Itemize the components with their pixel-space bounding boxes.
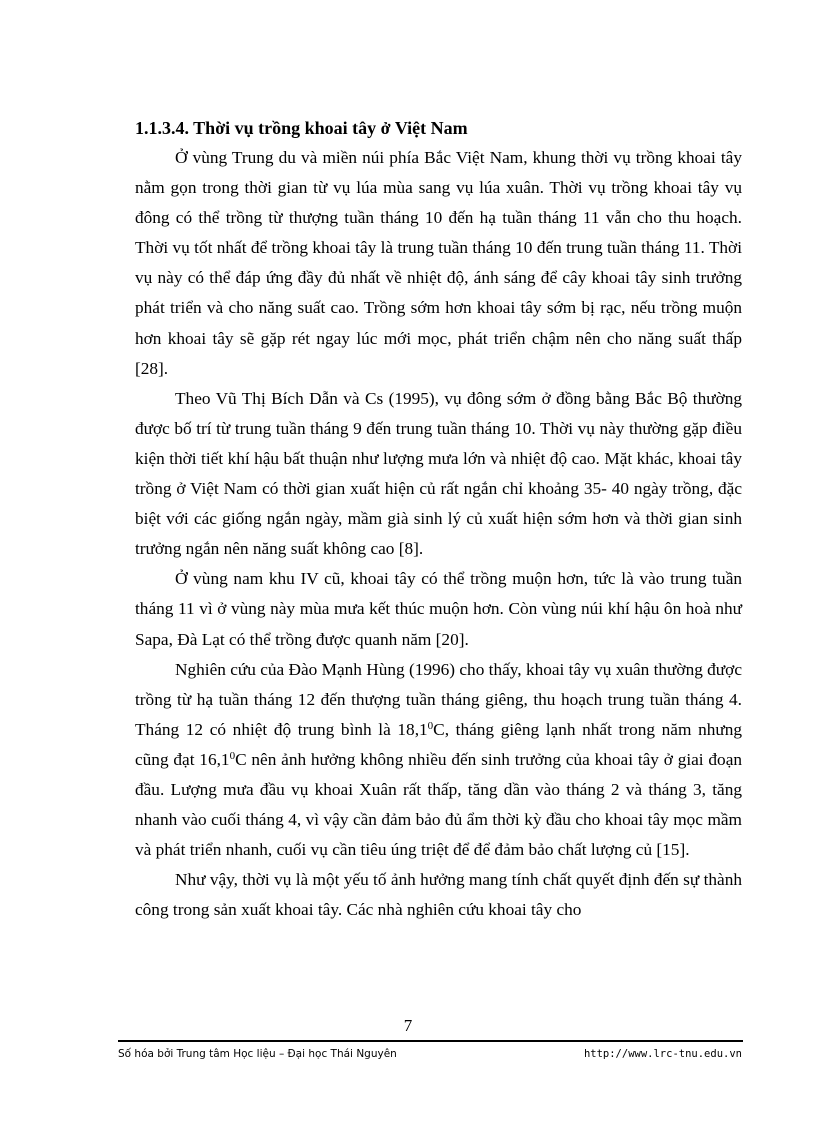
degree-superscript-2: 0	[229, 749, 236, 762]
paragraph-4-part-3: C nên ảnh hưởng không nhiều đến sinh trưởng của khoai tây ở giai đoạn đầu. Lượng mưa đầu vụ khoai Xuân rất thấp, tăng dần vào tháng 2 và tháng 3, tăng nhanh vào cuối tháng 4, vì vậy cần đảm bảo đủ ẩm thời kỳ đầu cho khoai tây mọc mầm và phát triển nhanh, cuối vụ cần tiêu úng triệt để để đảm bảo chất lượng củ [15].	[135, 749, 742, 860]
footer-source: Số hóa bởi Trung tâm Học liệu – Đại học Thái Nguyên	[118, 1048, 397, 1060]
paragraph-3: Ở vùng nam khu IV cũ, khoai tây có thể trồng muộn hơn, tức là vào trung tuần tháng 11 vì ở vùng này mùa mưa kết thúc muộn hơn. Còn vùng núi khí hậu ôn hoà như Sapa, Đà Lạt có thể trồng được quanh năm [20].	[135, 569, 742, 649]
paragraph-4-part-1: Nghiên cứu của Đào Mạnh Hùng (1996) cho thấy, khoai tây vụ xuân thường được trồng từ hạ tuần tháng 12 đến thượng tuần tháng giêng, thu hoạch trung tuần tháng 4. Tháng 12 có nhiệt độ trung bình là 18,1	[135, 659, 742, 739]
paragraph-4-part-2: C, tháng giêng lạnh nhất trong năm nhưng cũng đạt 16,1	[135, 719, 742, 769]
section-heading: 1.1.3.4. Thời vụ trồng khoai tây ở Việt Nam	[135, 118, 468, 138]
page-number: 7	[403, 1016, 413, 1035]
paragraph-5: Như vậy, thời vụ là một yếu tố ảnh hưởng mang tính chất quyết định đến sự thành công trong sản xuất khoai tây. Các nhà nghiên cứu khoai tây cho	[135, 870, 742, 920]
footer-url: http://www.lrc-tnu.edu.vn	[583, 1048, 742, 1060]
footer-divider	[118, 1040, 743, 1042]
paragraph-1: Ở vùng Trung du và miền núi phía Bắc Việt Nam, khung thời vụ trồng khoai tây nằm gọn trong thời gian từ vụ lúa mùa sang vụ lúa xuân. Thời vụ trồng khoai tây vụ đông có thể trồng từ thượng tuần tháng 10 đến hạ tuần tháng 11 vẫn cho thu hoạch. Thời vụ tốt nhất để trồng khoai tây là trung tuần tháng 10 đến trung tuần tháng 11. Thời vụ này có thể đáp ứng đầy đủ nhất về nhiệt độ, ánh sáng để cây khoai tây sinh trưởng phát triển và cho năng suất cao. Trồng sớm hơn khoai tây sớm bị rạc, nếu trồng muộn hơn khoai tây sẽ gặp rét ngay lúc mới mọc, phát triển chậm nên cho năng suất thấp [28].	[135, 148, 742, 378]
body-text	[135, 143, 742, 925]
degree-superscript-1: 0	[427, 719, 434, 732]
paragraph-4	[135, 655, 742, 866]
paragraph-2: Theo Vũ Thị Bích Dẫn và Cs (1995), vụ đông sớm ở đồng bằng Bắc Bộ thường được bố trí từ trung tuần tháng 9 đến trung tuần tháng 10. Thời vụ này thường gặp điều kiện thời tiết khí hậu bất thuận như lượng mưa lớn và nhiệt độ cao. Mặt khác, khoai tây trồng ở Việt Nam có thời gian xuất hiện củ rất ngắn chỉ khoảng 35- 40 ngày trồng, đặc biệt với các giống ngắn ngày, mầm già sinh lý củ xuất hiện sớm hơn và thời gian sinh trưởng ngắn nên năng suất không cao [8].	[135, 388, 742, 559]
